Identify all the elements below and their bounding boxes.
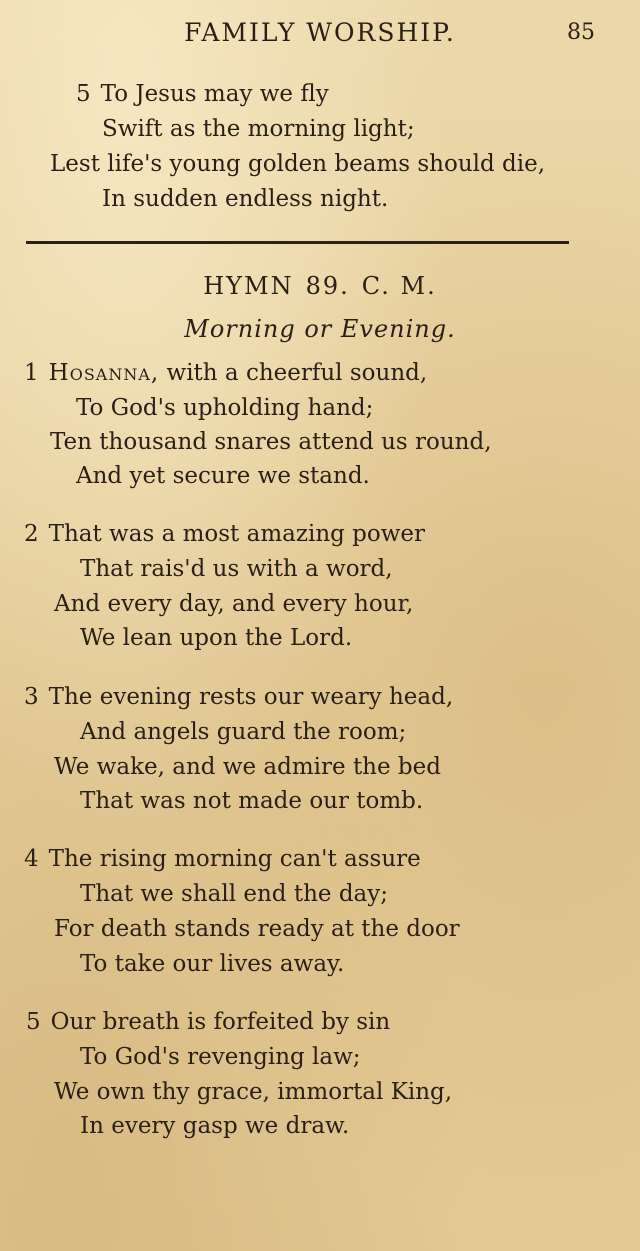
verse-line: In sudden endless night. bbox=[102, 186, 389, 212]
verse-line: 5 Our breath is forfeited by sin bbox=[26, 1009, 391, 1035]
verse-line: We lean upon the Lord. bbox=[80, 625, 353, 651]
verse-line: To God's revenging law; bbox=[80, 1044, 361, 1070]
running-title: FAMILY WORSHIP. bbox=[184, 18, 456, 47]
section-divider bbox=[26, 241, 569, 244]
verse-line: Ten thousand snares attend us round, bbox=[50, 429, 492, 455]
verse-line: To God's upholding hand; bbox=[76, 395, 374, 421]
verse-line: We own thy grace, immortal King, bbox=[54, 1079, 453, 1105]
verse-line: Lest life's young golden beams should die, bbox=[50, 151, 546, 177]
verse-line: 3 The evening rests our weary head, bbox=[24, 684, 454, 710]
hymn-subtitle: Morning or Evening. bbox=[184, 315, 456, 343]
hymn-meter: C. M. bbox=[361, 272, 437, 300]
verse-line: 1 Hosanna, with a cheerful sound, bbox=[24, 360, 428, 386]
verse-number: 1 bbox=[24, 360, 39, 386]
verse-line: And yet secure we stand. bbox=[76, 463, 370, 489]
verse-line: That was not made our tomb. bbox=[80, 788, 424, 814]
verse-line: 5 To Jesus may we fly bbox=[76, 81, 329, 107]
hymn-number: 89. bbox=[305, 272, 350, 300]
verse-line: For death stands ready at the door bbox=[54, 916, 460, 942]
verse-number: 5 bbox=[26, 1009, 41, 1035]
verse-number: 2 bbox=[24, 521, 39, 547]
verse-line: 4 The rising morning can't assure bbox=[24, 846, 421, 872]
verse-line: To take our lives away. bbox=[80, 951, 345, 977]
verse-line: And every day, and every hour, bbox=[54, 591, 414, 617]
verse-number: 3 bbox=[24, 684, 39, 710]
verse-line: 2 That was a most amazing power bbox=[24, 521, 426, 547]
hymn-label: HYMN bbox=[203, 272, 294, 300]
verse-number: 4 bbox=[24, 846, 39, 872]
verse-line: And angels guard the room; bbox=[80, 719, 407, 745]
verse-line: We wake, and we admire the bed bbox=[54, 754, 441, 780]
verse-line: That rais'd us with a word, bbox=[80, 556, 393, 582]
hymn-heading bbox=[0, 272, 640, 300]
verse-line: That we shall end the day; bbox=[80, 881, 388, 907]
page-number: 85 bbox=[567, 20, 595, 45]
first-word: Hosanna, bbox=[48, 360, 160, 386]
verse-line: Swift as the morning light; bbox=[102, 116, 415, 142]
verse-line: In every gasp we draw. bbox=[80, 1113, 350, 1139]
verse-number: 5 bbox=[76, 81, 91, 107]
